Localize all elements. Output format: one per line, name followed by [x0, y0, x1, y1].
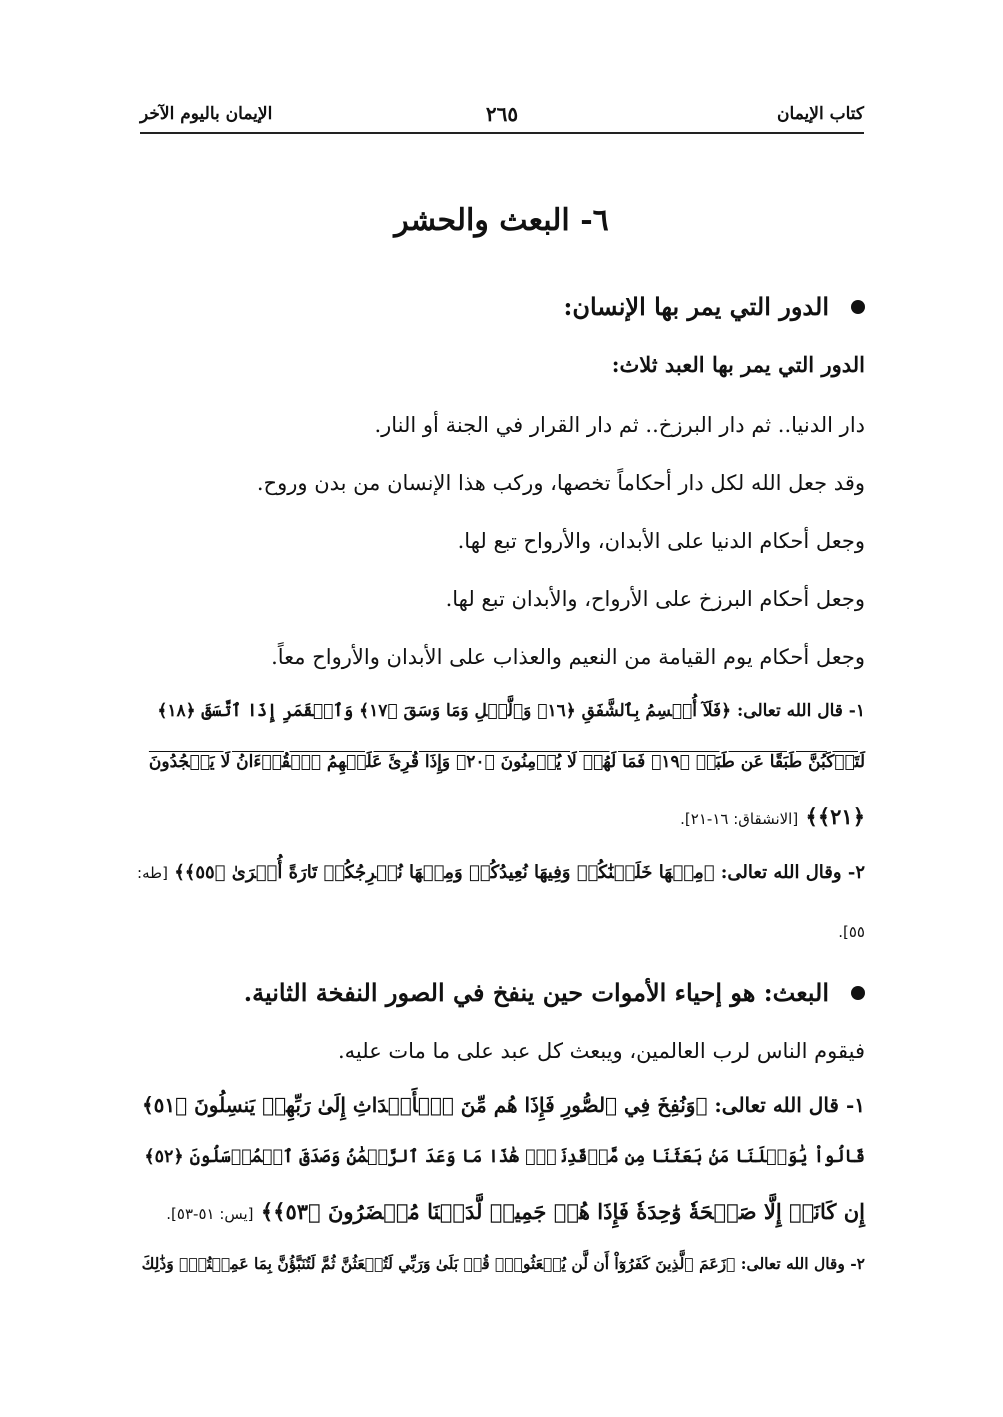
bullet-icon — [851, 300, 865, 314]
page-number: ٢٦٥ — [485, 102, 519, 126]
paragraph: دار الدنيا.. ثم دار البرزخ.. ثم دار القرار في الجنة أو النار. — [374, 413, 865, 437]
header-book-title: كتاب الإيمان — [777, 104, 864, 124]
quran-quote-line: قَالُواْ يَٰوَيۡلَنَا مَنۢ بَعَثَنَا مِن مَّرۡقَدِنَاۜۗ هَٰذَا مَا وَعَدَ ٱلرَّحۡمَٰنُ وَصَدَقَ ٱلۡمُرۡسَلُونَ ﴿٥٢﴾ — [144, 1147, 865, 1167]
subheading: الدور التي يمر بها العبد ثلاث: — [611, 352, 865, 377]
bullet-icon — [851, 986, 865, 1000]
quran-verse-end: ﴿٢١﴾﴾ — [805, 804, 865, 829]
quran-quote-line — [138, 1199, 865, 1224]
section-heading-2 — [138, 978, 865, 1007]
quran-quote-line: ١- قال الله تعالى: ﴿فَلَآ أُقۡسِمُ بِٱلشَّفَقِ ﴿١٦﴾ وَٱلَّيۡلِ وَمَا وَسَقَ ﴿١٧﴾ وَٱلۡقَمَرِ إِذَا ٱتَّسَقَ ﴿١٨﴾ — [157, 701, 865, 721]
quran-quote-text: إِن كَانَتۡ إِلَّا صَيۡحَةٗ وَٰحِدَةٗ فَإِذَا هُمۡ جَمِيعٞ لَّدَيۡنَا مُحۡضَرُونَ ﴿٥٣﴾﴾ — [260, 1199, 865, 1224]
section-heading-1 — [138, 292, 865, 321]
paragraph: فيقوم الناس لرب العالمين، ويبعث كل عبد على ما مات عليه. — [337, 1039, 865, 1063]
paragraph: وقد جعل الله لكل دار أحكاماً تخصها، وركب هذا الإنسان من بدن وروح. — [256, 471, 865, 495]
paragraph: وجعل أحكام يوم القيامة من النعيم والعذاب على الأبدان والأرواح معاً. — [271, 645, 865, 669]
citation: [الانشقاق: ١٦-٢١]. — [680, 810, 799, 828]
quran-quote-line — [138, 804, 865, 829]
citation-line — [138, 918, 865, 942]
citation: ٥٥]. — [838, 923, 865, 941]
header-chapter-title: الإيمان باليوم الآخر — [140, 104, 273, 124]
chapter-title: ٦- البعث والحشر — [394, 203, 609, 238]
running-header — [140, 102, 864, 134]
quran-quote-line: ١- قال الله تعالى: ﴿وَنُفِخَ فِي ٱلصُّورِ فَإِذَا هُم مِّنَ ٱلۡأَجۡدَاثِ إِلَىٰ رَبِّهِمۡ يَنسِلُونَ ﴿٥١﴾ — [141, 1093, 865, 1117]
citation: [يس: ٥١-٥٣]. — [166, 1205, 254, 1223]
quran-quote-line: لَتَرۡكَبُنَّ طَبَقًا عَن طَبَقٖ ﴿١٩﴾ فَمَا لَهُمۡ لَا يُؤۡمِنُونَ ﴿٢٠﴾ وَإِذَا قُرِئَ عَلَيۡهِمُ ٱلۡقُرۡءَانُ لَا يَسۡجُدُونَ — [148, 752, 865, 772]
quran-quote-text: ٢- وقال الله تعالى: ﴿مِنۡهَا خَلَقۡنَٰكُمۡ وَفِيهَا نُعِيدُكُمۡ وَمِنۡهَا نُخۡرِجُكُمۡ تَارَةً أُخۡرَىٰ ﴿٥٥﴾﴾ — [174, 862, 865, 883]
section-heading-text: البعث: هو إحياء الأموات حين ينفخ في الصور النفخة الثانية. — [243, 978, 829, 1007]
paragraph: وجعل أحكام الدنيا على الأبدان، والأرواح تبع لها. — [457, 529, 865, 553]
quran-quote-line: ٢- وقال الله تعالى: ﴿زَعَمَ ٱلَّذِينَ كَفَرُوٓاْ أَن لَّن يُبۡعَثُواْۚ قُلۡ بَلَىٰ وَرَبِّي لَتُبۡعَثُنَّ ثُمَّ لَتُنَبَّؤُنَّ بِمَا عَمِلۡتُمۡۚ وَذَٰلِكَ — [141, 1254, 865, 1273]
paragraph: وجعل أحكام البرزخ على الأرواح، والأبدان تبع لها. — [445, 587, 865, 611]
quran-quote-line — [138, 862, 865, 883]
citation: [طه: — [137, 864, 168, 882]
section-heading-text: الدور التي يمر بها الإنسان: — [563, 292, 829, 321]
